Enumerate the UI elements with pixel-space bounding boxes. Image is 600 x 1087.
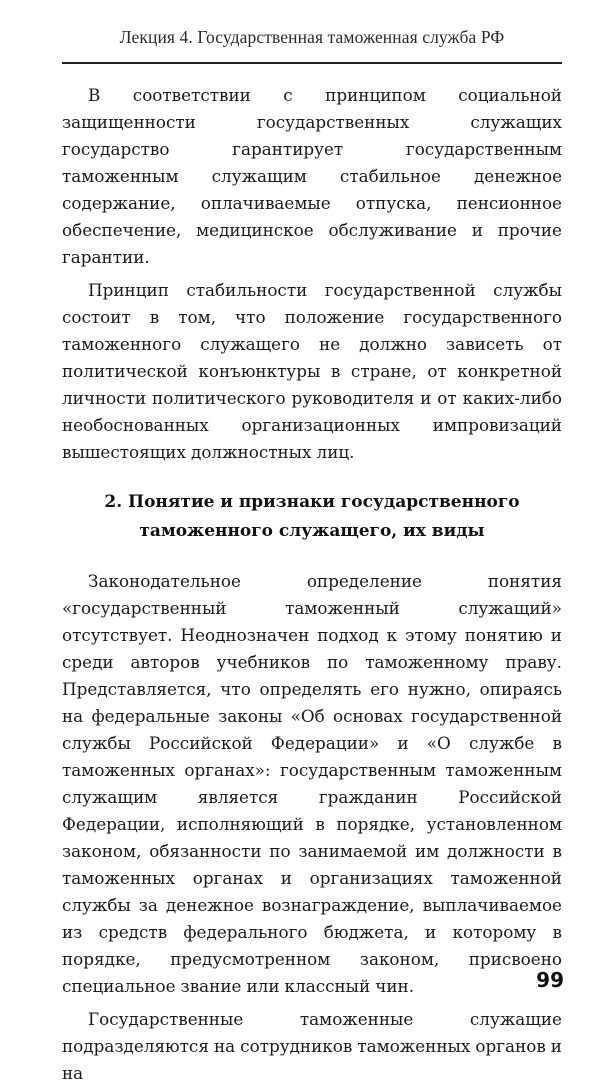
paragraph-classification: Государственные таможенные служащие подразделяются на сотрудников таможенных органов и на: [62, 1009, 562, 1083]
running-head: Лекция 4. Государственная таможенная служба РФ: [119, 27, 505, 47]
paragraph-legal-definition: Законодательное определение понятия «государственный таможенный служащий» отсутствует. Неоднозначен подход к этому понятию и среди авторов учебников по таможенному праву. Представляется, что определять его нужно, опираясь на федеральные законы «Об основах государственной службы Российской Федерации» и «О службе в таможенных органах»: государственным таможенным служащим является гражданин Российской Федерации, исполняющий в порядке, установленном законом, обязанности по занимаемой им должности в таможенных органах и организациях таможенной службы за денежное вознаграждение, выплачиваемое из средств федерального бюджета, и которому в порядке, предусмотренном законом, присвоено специальное звание или классный чин.: [62, 571, 562, 996]
page-body: [62, 82, 562, 1087]
paragraph-stability-principle: Принцип стабильности государственной службы состоит в том, что положение государственного таможенного служащего не должно зависеть от политической конъюнктуры в стране, от конкретной личности политического руководителя и от каких-либо необоснованных организационных импровизаций вышестоящих должностных лиц.: [62, 280, 562, 462]
page-number: 99: [536, 968, 564, 992]
paragraph-social-protection: В соответствии с принципом социальной защищенности государственных служащих государство гарантирует государственным таможенным служащим стабильное денежное содержание, оплачиваемые отпуска, пенсионное обеспечение, медицинское обслуживание и прочие гарантии.: [62, 85, 562, 267]
section-heading: 2. Понятие и признаки государственного таможенного служащего, их виды: [104, 492, 520, 541]
header-rule: [62, 62, 562, 64]
